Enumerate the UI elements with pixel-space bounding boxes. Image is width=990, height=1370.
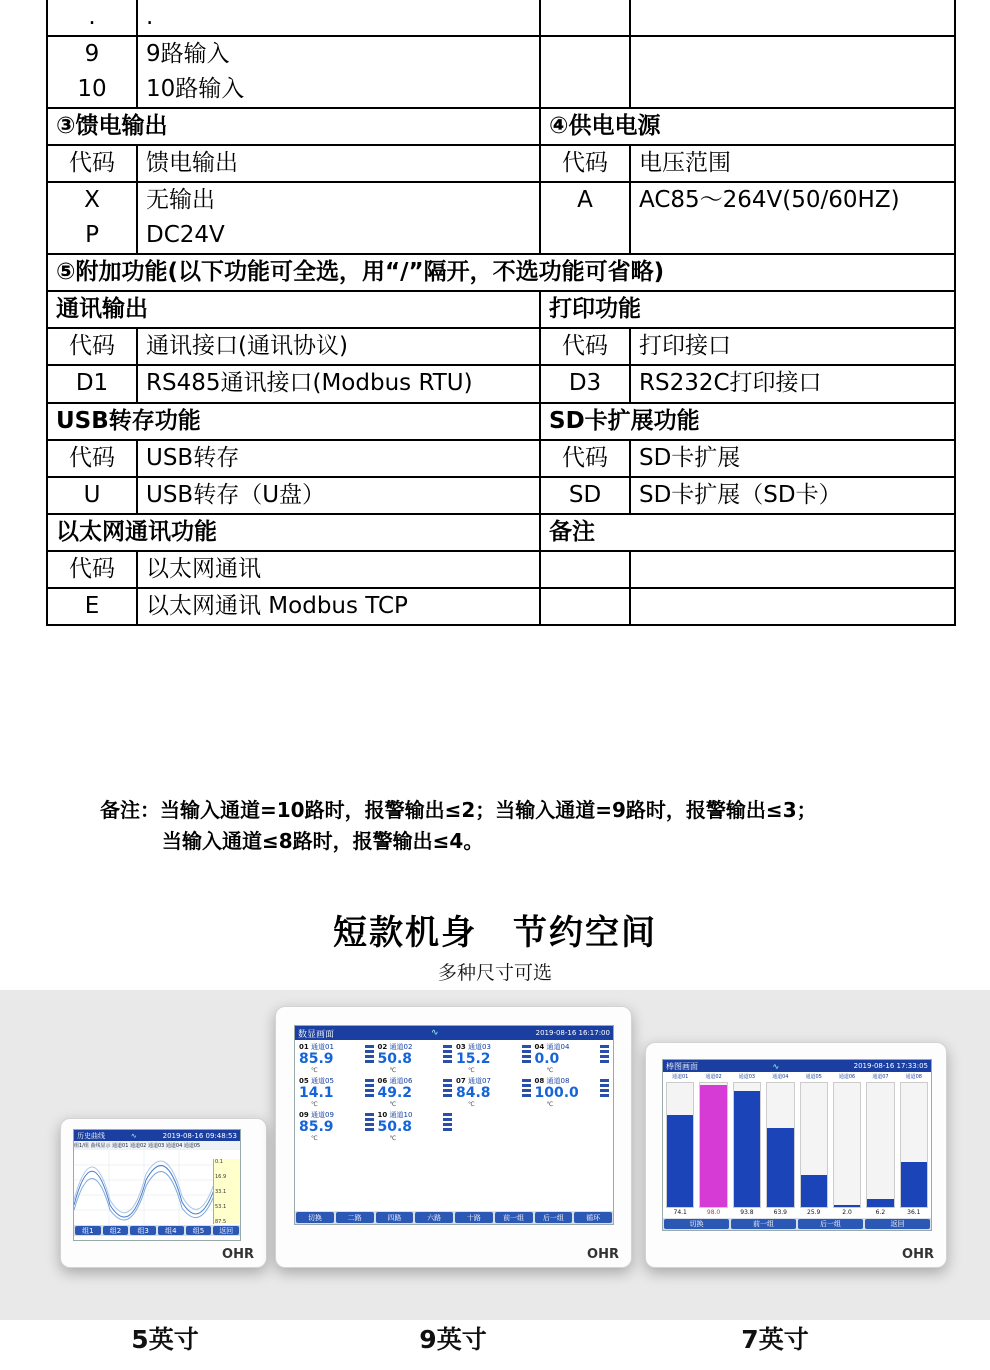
table-row <box>47 36 955 72</box>
table-row <box>47 328 955 365</box>
channel-unit: ℃ <box>311 1067 318 1075</box>
channel-cell <box>533 1042 612 1076</box>
bar-chart-headers <box>666 1073 928 1080</box>
section-title: 短款机身 节约空间 <box>333 913 657 953</box>
footer-button[interactable]: 返回 <box>865 1219 930 1229</box>
channel-number: 10 <box>377 1111 388 1119</box>
section-subtitle: 多种尺寸可选 <box>437 962 552 984</box>
bar-label: 通道03 <box>738 1074 756 1080</box>
input-desc: 10路输入 <box>137 72 540 108</box>
channel-bars-icon <box>600 1079 609 1097</box>
bar-label: 通道04 <box>772 1074 789 1080</box>
channel-value: 84.8 <box>456 1085 491 1101</box>
scale-value: 0.1 <box>215 1159 223 1165</box>
table-row <box>47 291 955 328</box>
brand-logo: OHR <box>222 1247 254 1262</box>
group-left-desc: 以太网通讯 Modbus TCP <box>137 588 540 625</box>
size-label-9inch: 9英寸 <box>419 1325 487 1354</box>
input-code: . <box>47 0 137 36</box>
table-row <box>47 182 955 218</box>
screen-title-bar <box>74 1130 240 1141</box>
screen-timestamp: 2019-08-16 09:48:53 <box>162 1131 237 1140</box>
empty-cell <box>540 36 630 72</box>
bar-column <box>800 1082 828 1208</box>
group-left-header-code: 代码 <box>47 328 137 365</box>
table-row <box>47 145 955 182</box>
channel-cell <box>297 1042 376 1076</box>
channel-bars-icon <box>600 1045 609 1063</box>
group-left-header-desc: 通讯接口(通讯协议) <box>137 328 540 365</box>
screen-timestamp: 2019-08-16 17:33:05 <box>853 1062 928 1070</box>
bar-label: 通道08 <box>905 1074 922 1080</box>
table-row <box>47 588 955 625</box>
group-right-header-code <box>540 551 630 588</box>
screen-legend: 组1/组 曲线显示 通道01 通道02 通道03 通道04 通道05 <box>74 1141 240 1150</box>
group-right-desc: SD卡扩展（SD卡） <box>630 477 955 514</box>
group-left-desc: RS485通讯接口(Modbus RTU) <box>137 365 540 402</box>
footer-button[interactable]: 组1 <box>75 1226 101 1235</box>
channel-bars-icon <box>365 1113 374 1131</box>
channel-number: 09 <box>299 1111 309 1119</box>
channel-unit: ℃ <box>389 1101 397 1109</box>
group-right-code <box>540 588 630 625</box>
bar-column <box>766 1082 794 1208</box>
channel-number: 03 <box>456 1043 466 1051</box>
section4-code: A <box>540 182 630 218</box>
table-row <box>47 403 955 440</box>
channel-cell <box>533 1076 612 1110</box>
size-label-7inch: 7英寸 <box>741 1325 809 1354</box>
channel-value: 85.9 <box>299 1051 334 1067</box>
curve-svg <box>74 1150 214 1228</box>
input-desc: . <box>137 0 540 36</box>
group-right-code: SD <box>540 477 630 514</box>
empty-cell <box>540 72 630 108</box>
footer-button[interactable]: 后一组 <box>535 1212 573 1223</box>
scale-value: 33.1 <box>215 1189 227 1195</box>
scale-value: 53.1 <box>215 1204 227 1210</box>
screen-footer <box>74 1225 240 1236</box>
input-code: 9 <box>47 36 137 72</box>
channel-unit: ℃ <box>546 1067 554 1075</box>
group-left-header-code: 代码 <box>47 440 137 477</box>
section4-desc: AC85～264V(50/60HZ) <box>630 182 955 218</box>
channel-cell-empty <box>533 1110 612 1144</box>
group-right-header-desc: 打印接口 <box>630 328 955 365</box>
footer-button[interactable]: 组4 <box>158 1226 184 1235</box>
table-row <box>47 365 955 402</box>
channel-bars-icon <box>522 1079 531 1097</box>
group-left-title: 以太网通讯功能 <box>47 514 540 551</box>
channel-label: 通道05 <box>310 1077 334 1085</box>
bar-label: 通道01 <box>672 1074 689 1080</box>
channel-number: 02 <box>377 1043 388 1051</box>
channel-cell <box>297 1110 376 1144</box>
bar-value: 36.1 <box>907 1209 921 1216</box>
channel-cell <box>454 1076 533 1110</box>
channel-cell <box>376 1076 455 1110</box>
section4-code <box>540 218 630 254</box>
group-right-header-code: 代码 <box>540 328 630 365</box>
table-row <box>47 514 955 551</box>
group-left-header-desc: 以太网通讯 <box>137 551 540 588</box>
table-row <box>47 218 955 254</box>
empty-cell <box>630 72 955 108</box>
section3-code: P <box>47 218 137 254</box>
remark-block <box>100 795 980 857</box>
channel-bars-icon <box>443 1079 452 1097</box>
footer-button[interactable]: 前一组 <box>495 1212 533 1223</box>
bar-column <box>666 1082 694 1208</box>
section3-title: ③馈电输出 <box>47 108 540 145</box>
logo-icon: ∿ <box>431 1028 439 1038</box>
screen-timestamp: 2019-08-16 16:17:00 <box>535 1029 610 1037</box>
table-row <box>47 72 955 108</box>
footer-button[interactable]: 六路 <box>415 1212 453 1223</box>
channel-unit: ℃ <box>389 1067 397 1075</box>
scale-value: 16.9 <box>215 1174 227 1180</box>
section3-desc: 无输出 <box>137 182 540 218</box>
device-7-inch <box>645 1042 947 1268</box>
channel-number: 08 <box>534 1077 545 1085</box>
bar-column <box>900 1082 928 1208</box>
scale-value: 87.5 <box>215 1219 227 1225</box>
table-row-section5 <box>47 254 955 291</box>
group-left-code: D1 <box>47 365 137 402</box>
empty-cell <box>630 0 955 36</box>
channel-cell <box>376 1110 455 1144</box>
group-left-header-desc: USB转存 <box>137 440 540 477</box>
device-9-inch <box>275 1006 632 1268</box>
group-left-header-code: 代码 <box>47 551 137 588</box>
channel-grid <box>295 1040 613 1144</box>
footer-button[interactable]: 前一组 <box>731 1219 796 1229</box>
channel-value: 15.2 <box>456 1051 491 1067</box>
channel-bars-icon <box>365 1079 374 1097</box>
bar-value: 2.0 <box>842 1209 852 1216</box>
bar-value: 98.0 <box>706 1209 721 1216</box>
channel-cell <box>454 1042 533 1076</box>
group-left-title: 通讯输出 <box>47 291 540 328</box>
channel-number: 05 <box>299 1077 309 1085</box>
brand-logo: OHR <box>587 1247 619 1262</box>
device-5-inch <box>60 1118 267 1268</box>
channel-bars-icon <box>443 1113 452 1131</box>
channel-label: 通道03 <box>467 1043 491 1051</box>
channel-number: 01 <box>299 1043 309 1051</box>
size-label-5inch: 5英寸 <box>131 1325 199 1354</box>
bar-value: 25.9 <box>807 1209 821 1216</box>
section3-code: X <box>47 182 137 218</box>
logo-icon: ∿ <box>772 1061 780 1071</box>
channel-bars-icon <box>522 1045 531 1063</box>
channel-value: 14.1 <box>299 1085 334 1101</box>
table-row <box>47 0 955 36</box>
section4-title: ④供电电源 <box>540 108 955 145</box>
bar-chart <box>663 1072 931 1230</box>
channel-unit: ℃ <box>468 1101 475 1109</box>
channel-value: 49.2 <box>377 1085 413 1101</box>
table-row-section-headers <box>47 108 955 145</box>
channel-cell <box>297 1076 376 1110</box>
bar-values <box>666 1209 928 1216</box>
channel-unit: ℃ <box>468 1067 475 1075</box>
screen-title-text: 数显画面 <box>298 1029 335 1040</box>
brand-logo: OHR <box>902 1247 934 1262</box>
channel-unit: ℃ <box>311 1135 318 1143</box>
logo-icon: ∿ <box>130 1131 137 1140</box>
digital-display-body <box>295 1040 613 1224</box>
bar-value: 74.1 <box>673 1209 687 1216</box>
footer-button[interactable]: 切换 <box>664 1219 729 1229</box>
bar-value: 63.9 <box>773 1209 787 1216</box>
footer-button[interactable]: 十路 <box>455 1212 493 1223</box>
empty-cell <box>540 0 630 36</box>
bar-label: 通道06 <box>838 1074 856 1080</box>
channel-unit: ℃ <box>311 1101 318 1109</box>
bar-column <box>866 1082 894 1208</box>
bar-label: 通道05 <box>805 1074 822 1080</box>
screen-title-text: 棒图画面 <box>666 1061 698 1071</box>
footer-button[interactable]: 切换 <box>296 1212 334 1223</box>
input-code: 10 <box>47 72 137 108</box>
screen-footer <box>295 1211 613 1224</box>
device-9-screen <box>294 1025 614 1225</box>
group-left-code: U <box>47 477 137 514</box>
channel-label: 通道02 <box>389 1043 413 1051</box>
section5-title: ⑤附加功能(以下功能可全选，用“/”隔开，不选功能可省略) <box>47 254 955 291</box>
group-right-header-desc <box>630 551 955 588</box>
channel-label: 通道06 <box>389 1077 413 1085</box>
group-left-code: E <box>47 588 137 625</box>
channel-cell <box>376 1042 455 1076</box>
channel-value: 85.9 <box>299 1119 334 1135</box>
group-right-title: 备注 <box>540 514 955 551</box>
channel-bars-icon <box>443 1045 452 1063</box>
channel-number: 07 <box>456 1077 466 1085</box>
group-right-code: D3 <box>540 365 630 402</box>
group-right-header-code: 代码 <box>540 440 630 477</box>
group-right-header-desc: SD卡扩展 <box>630 440 955 477</box>
channel-value: 50.8 <box>377 1051 413 1067</box>
channel-unit: ℃ <box>389 1135 397 1143</box>
channel-label: 通道08 <box>546 1077 570 1085</box>
channel-label: 通道09 <box>310 1111 334 1119</box>
group-right-title: 打印功能 <box>540 291 955 328</box>
bar-label: 通道02 <box>705 1074 722 1080</box>
screen-title-bar <box>663 1060 931 1072</box>
specification-table <box>46 0 956 626</box>
channel-label: 通道01 <box>310 1043 334 1051</box>
channel-number: 04 <box>534 1043 545 1051</box>
device-7-screen <box>662 1059 932 1231</box>
device-5-screen <box>73 1129 241 1241</box>
footer-button[interactable]: 循环 <box>574 1212 612 1223</box>
channel-value: 100.0 <box>534 1085 579 1101</box>
table-row <box>47 477 955 514</box>
channel-value: 50.8 <box>377 1119 413 1135</box>
screen-footer <box>663 1218 931 1230</box>
screen-title-text: 历史曲线 <box>77 1131 105 1140</box>
channel-number: 06 <box>377 1077 388 1085</box>
channel-label: 通道07 <box>467 1077 491 1085</box>
section3-desc: DC24V <box>137 218 540 254</box>
group-right-title: SD卡扩展功能 <box>540 403 955 440</box>
table-row <box>47 551 955 588</box>
group-right-desc: RS232C打印接口 <box>630 365 955 402</box>
footer-button[interactable]: 组5 <box>186 1226 212 1235</box>
input-desc: 9路输入 <box>137 36 540 72</box>
channel-cell-empty <box>454 1110 533 1144</box>
section3-header-code: 代码 <box>47 145 137 182</box>
section3-header-desc: 馈电输出 <box>137 145 540 182</box>
bar-column <box>699 1082 727 1208</box>
curve-chart <box>74 1150 240 1236</box>
footer-button[interactable]: 后一组 <box>798 1219 863 1229</box>
curve-scale <box>213 1159 240 1224</box>
empty-cell <box>630 36 955 72</box>
bar-value: 93.8 <box>740 1209 754 1216</box>
section4-header-code: 代码 <box>540 145 630 182</box>
footer-button[interactable]: 返回 <box>213 1226 239 1235</box>
bar-label: 通道07 <box>872 1074 889 1080</box>
bar-columns <box>666 1084 928 1208</box>
footer-button[interactable]: 二路 <box>336 1212 374 1223</box>
channel-value: 0.0 <box>534 1051 560 1067</box>
channel-label: 通道04 <box>546 1043 570 1051</box>
footer-button[interactable]: 四路 <box>376 1212 414 1223</box>
bar-column <box>733 1082 761 1208</box>
group-left-title: USB转存功能 <box>47 403 540 440</box>
channel-label: 通道10 <box>389 1111 413 1119</box>
channel-unit: ℃ <box>546 1101 554 1109</box>
section4-header-desc: 电压范围 <box>630 145 955 182</box>
channel-bars-icon <box>365 1045 374 1063</box>
table-row <box>47 440 955 477</box>
device-photo-area <box>0 990 990 1320</box>
bar-value: 6.2 <box>875 1209 886 1216</box>
remark-line-1: 备注：当输入通道=10路时，报警输出≤2；当输入通道=9路时，报警输出≤3； <box>100 798 817 822</box>
remark-line-2: 当输入通道≤8路时，报警输出≤4。 <box>162 829 484 853</box>
group-left-desc: USB转存（U盘） <box>137 477 540 514</box>
footer-button[interactable]: 组2 <box>103 1226 129 1235</box>
group-right-desc <box>630 588 955 625</box>
section4-desc <box>630 218 955 254</box>
screen-title-bar <box>295 1026 613 1040</box>
bar-column <box>833 1082 861 1208</box>
footer-button[interactable]: 组3 <box>130 1226 156 1235</box>
